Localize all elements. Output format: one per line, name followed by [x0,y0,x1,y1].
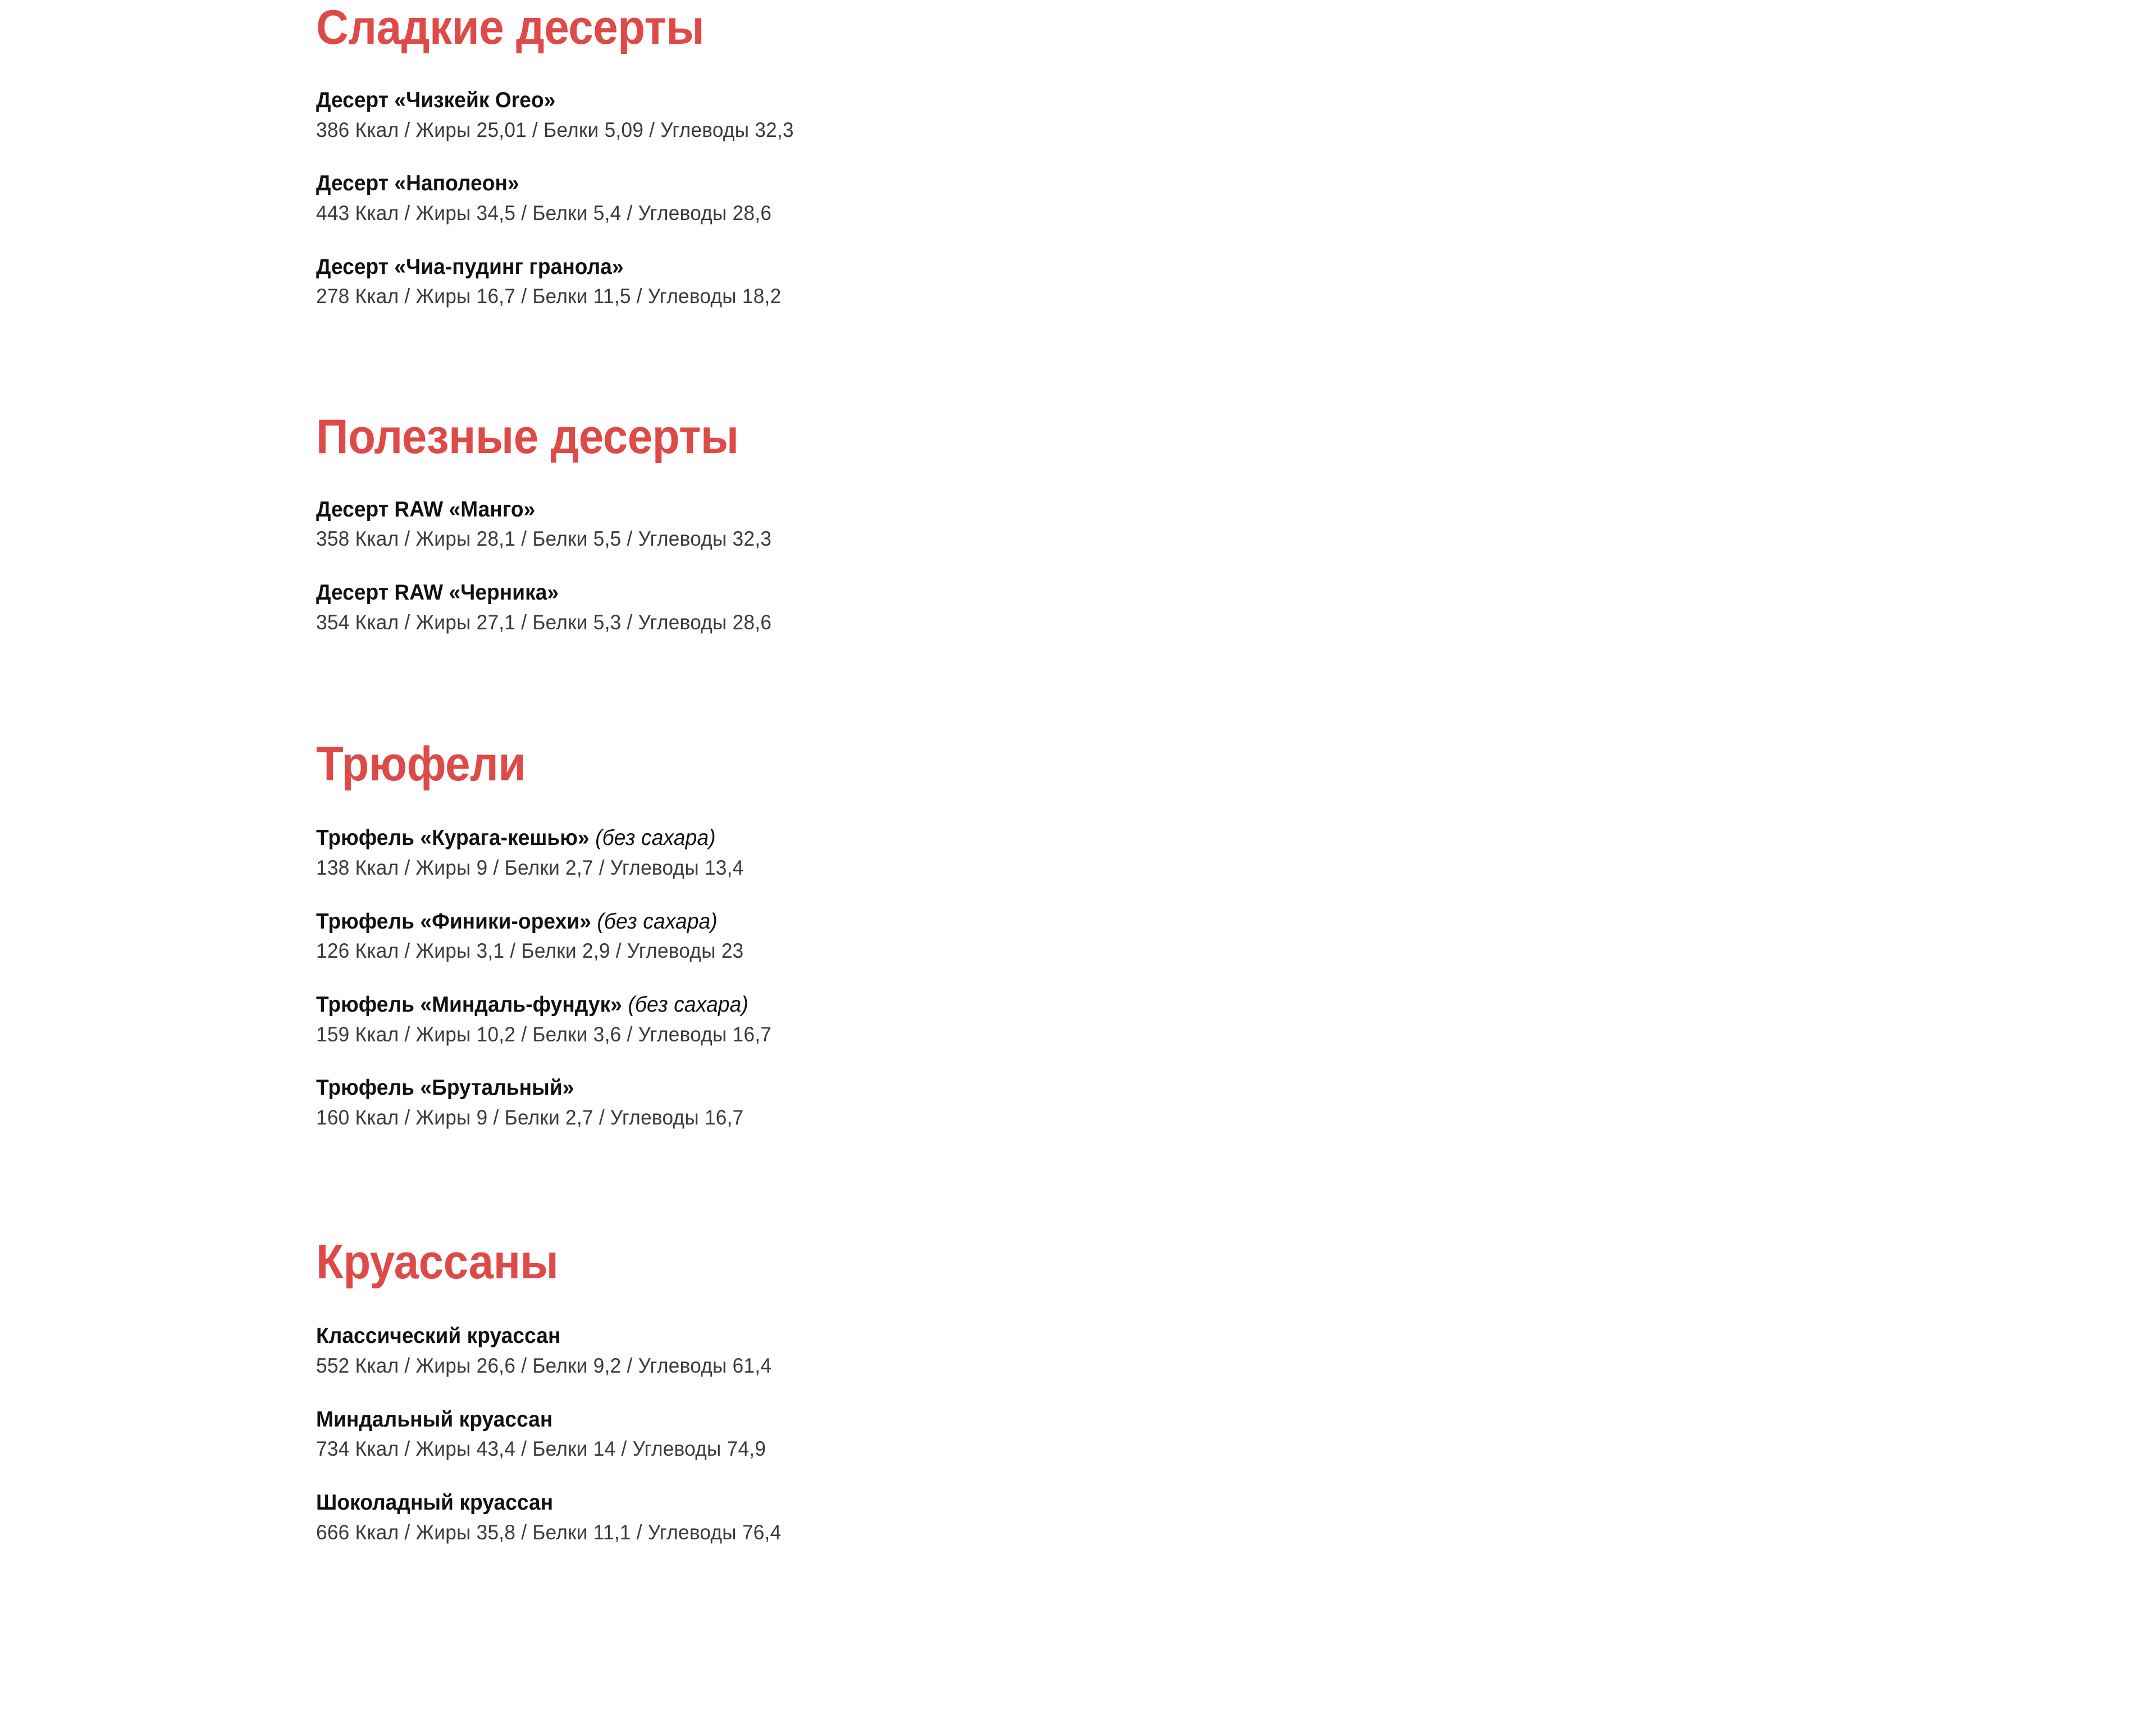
item-name: Десерт «Чизкейк Oreo» [316,88,556,112]
item-name: Трюфель «Брутальный» [316,1076,574,1100]
item-note: (без сахара) [589,826,716,851]
section-heading-croissants: Круассаны [316,1235,559,1290]
item-name-text: Трюфель «Финики-орехи» [316,909,591,934]
item-name [316,908,1703,936]
menu-item [316,1322,1776,1379]
item-name-text: Трюфель «Курага-кешью» [316,826,590,851]
item-name: Десерт RAW «Черника» [316,580,559,605]
item-nutrition: 734 Ккал / Жиры 43,4 / Белки 14 / Углеводы 74,9 [316,1437,766,1461]
menu-item [316,86,1776,144]
menu-section-truffles [316,737,1776,1131]
item-note: (без сахара) [622,992,749,1017]
menu-section-healthy [316,409,1776,637]
item-name: Миндальный круассан [316,1407,553,1432]
menu-section-croissants [316,1235,1776,1546]
item-nutrition: 443 Ккал / Жиры 34,5 / Белки 5,4 / Углеводы 28,6 [316,201,772,225]
menu-item [316,496,1776,553]
menu-item [316,170,1776,227]
item-nutrition: 138 Ккал / Жиры 9 / Белки 2,7 / Углеводы 13,4 [316,856,744,880]
item-name [316,824,1703,853]
item-name: Шоколадный круассан [316,1490,554,1515]
item-name: Десерт «Чиа-пудинг гранола» [316,254,624,279]
menu-item [316,908,1776,965]
item-nutrition: 354 Ккал / Жиры 27,1 / Белки 5,3 / Углеводы 28,6 [316,610,772,634]
item-nutrition: 552 Ккал / Жиры 26,6 / Белки 9,2 / Углеводы 61,4 [316,1354,772,1378]
item-nutrition: 358 Ккал / Жиры 28,1 / Белки 5,5 / Углеводы 32,3 [316,527,772,551]
menu-item [316,991,1776,1048]
menu-item [316,1406,1776,1463]
section-heading-healthy: Полезные десерты [316,409,739,464]
item-nutrition: 159 Ккал / Жиры 10,2 / Белки 3,6 / Углеводы 16,7 [316,1022,772,1046]
item-name-text: Трюфель «Миндаль-фундук» [316,992,622,1017]
item-nutrition: 386 Ккал / Жиры 25,01 / Белки 5,09 / Углеводы 32,3 [316,118,794,141]
menu-item [316,579,1776,636]
item-name: Десерт «Наполеон» [316,171,519,196]
menu-item [316,253,1776,310]
item-nutrition: 666 Ккал / Жиры 35,8 / Белки 11,1 / Углеводы 76,4 [316,1520,782,1544]
item-nutrition: 278 Ккал / Жиры 16,7 / Белки 11,5 / Углеводы 18,2 [316,285,782,308]
section-heading-truffles: Трюфели [316,737,526,792]
item-nutrition: 160 Ккал / Жиры 9 / Белки 2,7 / Углеводы 16,7 [316,1105,744,1129]
section-heading-sweet: Сладкие десерты [316,1,705,54]
menu-item [316,824,1776,881]
menu-column [316,0,1776,1546]
menu-item [316,1489,1776,1546]
item-name [316,991,1703,1020]
menu-section-sweet [316,3,1776,310]
item-name: Десерт RAW «Манго» [316,497,536,522]
item-nutrition: 126 Ккал / Жиры 3,1 / Белки 2,9 / Углеводы 23 [316,939,744,963]
menu-item [316,1074,1776,1131]
item-note: (без сахара) [591,909,718,934]
item-name: Классический круассан [316,1324,561,1348]
